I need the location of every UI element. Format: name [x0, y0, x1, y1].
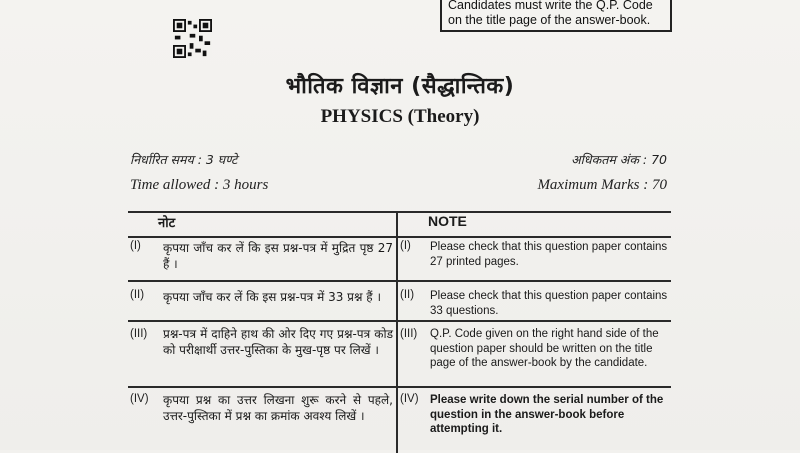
note-header-hindi: नोट: [158, 216, 176, 231]
note-text-hindi: कृपया प्रश्न का उत्तर लिखना शुरू करने से पहले, उत्तर-पुस्तिका में प्रश्न का क्रमांक अवश्य लिखें ।: [163, 393, 393, 423]
time-allowed-english: Time allowed : 3 hours: [130, 177, 269, 193]
note-text-english: Please write down the serial number of the question in the answer-book before attempting it.: [430, 394, 664, 435]
table-row-divider: [128, 320, 671, 322]
table-row-divider: [128, 386, 671, 388]
candidate-instruction-line-1: Candidates must write the Q.P. Code: [448, 0, 653, 12]
table-row-divider: [128, 280, 671, 282]
note-number-hindi: (II): [130, 289, 145, 301]
note-text-english: Please check that this question paper contains 27 printed pages.: [430, 241, 668, 268]
candidate-instruction-box: [440, 0, 672, 32]
maximum-marks-english: Maximum Marks : 70: [537, 177, 667, 193]
note-text-english: Q.P. Code given on the right hand side of the question paper should be written on the title page of the answer-book by the candidate.: [430, 328, 659, 369]
note-header-english: NOTE: [428, 213, 467, 229]
note-number-english: (I): [400, 240, 411, 252]
note-text-hindi: कृपया जाँच कर लें कि इस प्रश्न-पत्र में 33 प्रश्न हैं ।: [163, 290, 382, 304]
table-top-border: [128, 211, 671, 213]
note-number-english: (IV): [400, 393, 419, 405]
title-english: PHYSICS (Theory): [320, 106, 480, 127]
note-text-hindi: कृपया जाँच कर लें कि इस प्रश्न-पत्र में मुद्रित पृष्ठ 27 हैं ।: [163, 241, 393, 271]
maximum-marks-hindi: अधिकतम अंक : 70: [571, 152, 667, 167]
note-text-hindi: प्रश्न-पत्र में दाहिने हाथ की ओर दिए गए प्रश्न-पत्र कोड को परीक्षार्थी उत्तर-पुस्तिका के मुख-पृष्ठ पर लिखें ।: [163, 327, 393, 357]
note-number-hindi: (IV): [130, 393, 149, 405]
title-hindi: भौतिक विज्ञान (सैद्धान्तिक): [285, 74, 515, 99]
note-number-english: (II): [400, 289, 415, 301]
note-number-hindi: (I): [130, 240, 141, 252]
qr-code-icon: [173, 19, 212, 58]
note-number-english: (III): [400, 328, 418, 340]
table-column-divider: [396, 213, 398, 453]
time-allowed-hindi: निर्धारित समय : 3 घण्टे: [130, 152, 238, 167]
note-text-english: Please check that this question paper contains 33 questions.: [430, 290, 668, 317]
note-number-hindi: (III): [130, 328, 148, 340]
table-header-border: [128, 236, 671, 238]
candidate-instruction-line-2: on the title page of the answer-book.: [448, 13, 651, 27]
